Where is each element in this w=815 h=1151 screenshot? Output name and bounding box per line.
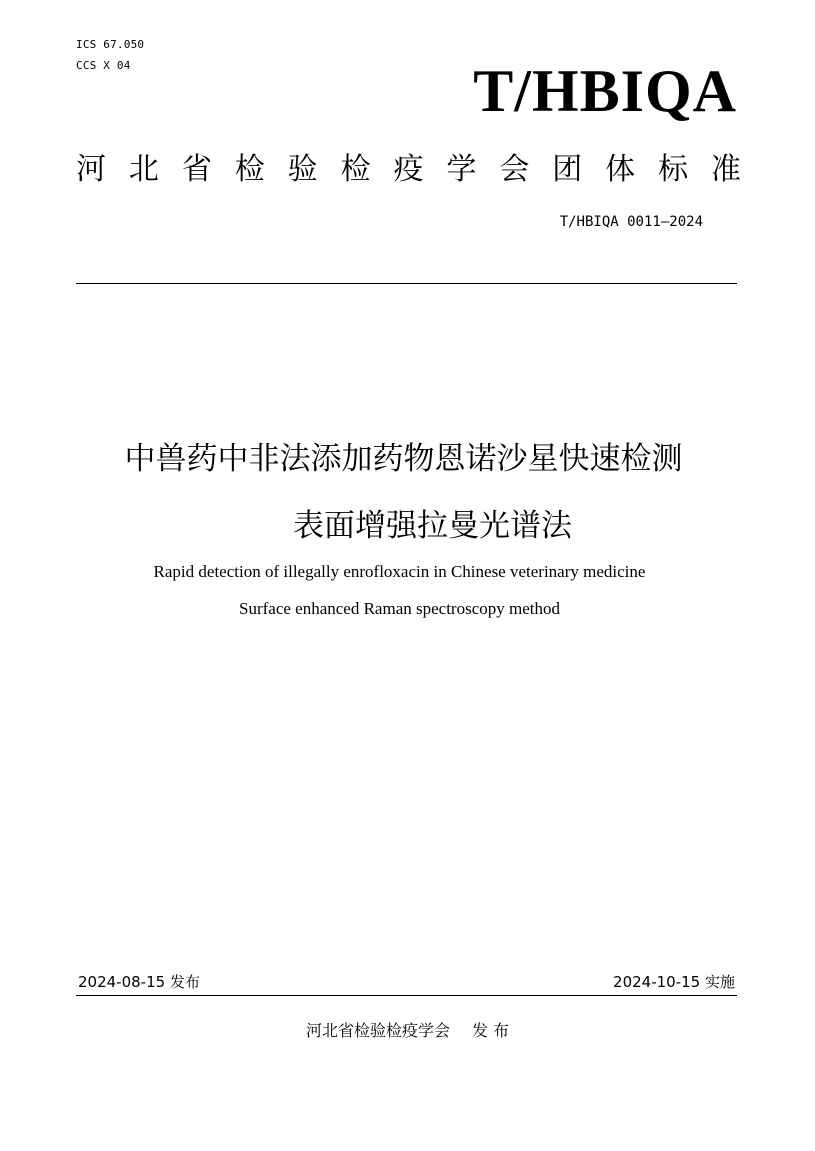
standard-number: T/HBIQA 0011—2024 [559, 214, 703, 230]
ics-code: ICS 67.050 [76, 38, 145, 51]
chinese-title-line-2: 表面增强拉曼光谱法 [293, 508, 572, 544]
chinese-title-line-1: 中兽药中非法添加药物恩诺沙星快速检测 [124, 441, 683, 477]
standard-logo: T/HBIQA [473, 58, 737, 124]
ccs-code: CCS X 04 [76, 59, 131, 72]
english-title-line-2: Surface enhanced Raman spectroscopy method [239, 599, 560, 618]
issuer-action: 发 布 [471, 1021, 510, 1040]
issue-date: 2024-08-15 发布 [78, 973, 200, 991]
english-title-line-1: Rapid detection of illegally enrofloxacin in Chinese veterinary medicine [153, 562, 646, 581]
issuer-line [0, 1020, 815, 1042]
organization-standard-title: 河 北 省 检 验 检 疫 学 会 团 体 标 准 [76, 152, 741, 187]
footer-divider [76, 995, 737, 996]
issuer-name: 河北省检验检疫学会 [305, 1021, 450, 1040]
implementation-date: 2024-10-15 实施 [613, 973, 735, 991]
header-divider [76, 283, 737, 284]
